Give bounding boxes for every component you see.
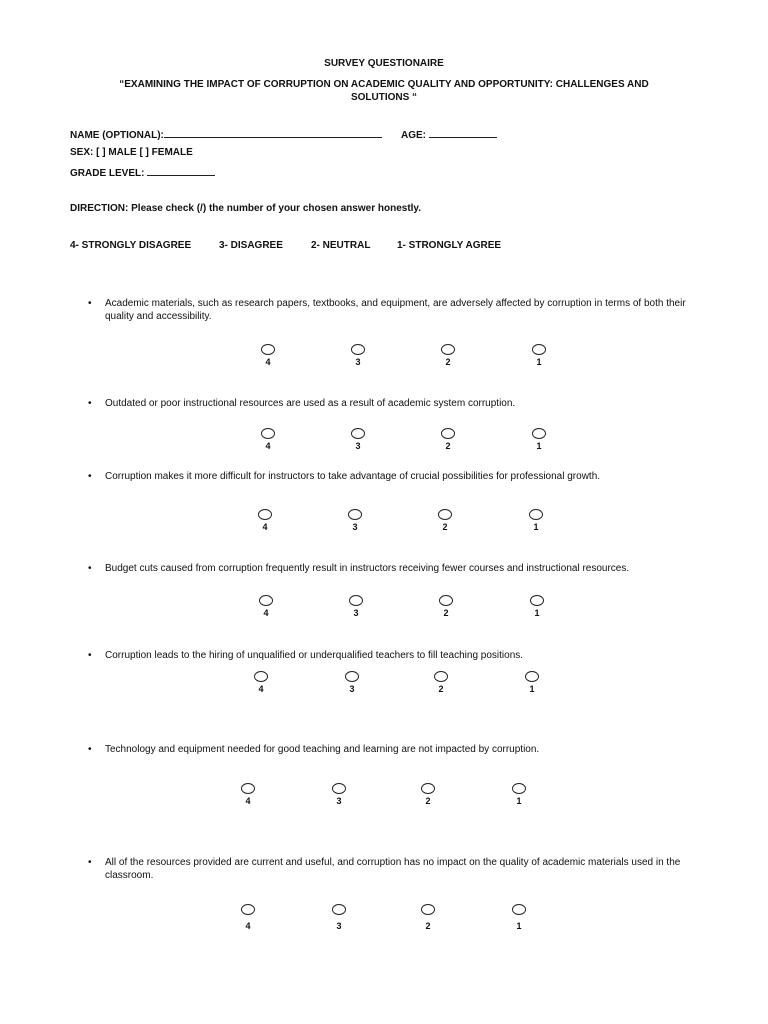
choice-2[interactable]: 2 bbox=[436, 595, 456, 618]
age-blank[interactable] bbox=[429, 128, 497, 138]
choice-4[interactable]: 4 bbox=[258, 344, 278, 367]
radio-circle-icon[interactable] bbox=[530, 595, 544, 606]
radio-circle-icon[interactable] bbox=[348, 509, 362, 520]
radio-circle-icon[interactable] bbox=[351, 344, 365, 355]
bullet-icon: • bbox=[88, 563, 92, 574]
question-item bbox=[88, 397, 698, 410]
bullet-icon: • bbox=[88, 857, 92, 868]
radio-circle-icon[interactable] bbox=[258, 509, 272, 520]
bullet-icon: • bbox=[88, 398, 92, 409]
sex-field[interactable]: SEX: [ ] MALE [ ] FEMALE bbox=[70, 147, 193, 158]
radio-circle-icon[interactable] bbox=[532, 428, 546, 439]
question-item bbox=[88, 856, 698, 882]
radio-circle-icon[interactable] bbox=[434, 671, 448, 682]
age-label: AGE: bbox=[401, 130, 426, 141]
question-text: Corruption leads to the hiring of unqualified or underqualified teachers to fill teaching positions. bbox=[105, 650, 524, 661]
grade-level-field[interactable] bbox=[70, 166, 215, 179]
question-text: All of the resources provided are current and useful, and corruption has no impact on the quality of academic materials used in the classroom. bbox=[105, 857, 681, 881]
scale-strongly-agree: 1- STRONGLY AGREE bbox=[397, 240, 502, 251]
radio-circle-icon[interactable] bbox=[241, 904, 255, 915]
name-label: NAME (OPTIONAL): bbox=[70, 130, 164, 141]
question-item bbox=[88, 649, 698, 662]
question-text: Outdated or poor instructional resources are used as a result of academic system corruption. bbox=[105, 398, 516, 409]
radio-circle-icon[interactable] bbox=[351, 428, 365, 439]
radio-circle-icon[interactable] bbox=[441, 344, 455, 355]
radio-circle-icon[interactable] bbox=[349, 595, 363, 606]
bullet-icon: • bbox=[88, 298, 92, 309]
choice-4[interactable]: 4 bbox=[238, 783, 258, 806]
radio-circle-icon[interactable] bbox=[438, 509, 452, 520]
radio-circle-icon[interactable] bbox=[439, 595, 453, 606]
choice-1[interactable]: 1 bbox=[522, 671, 542, 694]
question-item bbox=[88, 562, 698, 575]
radio-circle-icon[interactable] bbox=[532, 344, 546, 355]
question-text: Budget cuts caused from corruption frequently result in instructors receiving fewer courses and instructional resources. bbox=[105, 563, 630, 574]
radio-circle-icon[interactable] bbox=[441, 428, 455, 439]
name-blank[interactable] bbox=[164, 128, 382, 138]
name-field[interactable] bbox=[70, 128, 382, 141]
grade-level-blank[interactable] bbox=[147, 166, 215, 176]
choice-3[interactable]: 3 bbox=[329, 904, 349, 931]
question-item bbox=[88, 297, 698, 323]
radio-circle-icon[interactable] bbox=[529, 509, 543, 520]
choice-1[interactable]: 1 bbox=[509, 904, 529, 931]
radio-circle-icon[interactable] bbox=[525, 671, 539, 682]
choice-1[interactable]: 1 bbox=[529, 344, 549, 367]
scale-neutral: 2- NEUTRAL bbox=[311, 240, 371, 251]
question-text: Academic materials, such as research papers, textbooks, and equipment, are adversely affected by corruption in terms of both their quality and accessibility. bbox=[105, 298, 686, 322]
choice-2[interactable]: 2 bbox=[418, 783, 438, 806]
survey-title: SURVEY QUESTIONAIRE bbox=[324, 58, 444, 69]
choice-3[interactable]: 3 bbox=[346, 595, 366, 618]
choice-2[interactable]: 2 bbox=[435, 509, 455, 532]
choice-3[interactable]: 3 bbox=[329, 783, 349, 806]
choice-4[interactable]: 4 bbox=[258, 428, 278, 451]
question-text: Technology and equipment needed for good teaching and learning are not impacted by corruption. bbox=[105, 744, 540, 755]
choice-1[interactable]: 1 bbox=[529, 428, 549, 451]
radio-circle-icon[interactable] bbox=[261, 344, 275, 355]
radio-circle-icon[interactable] bbox=[421, 783, 435, 794]
choice-4[interactable]: 4 bbox=[251, 671, 271, 694]
bullet-icon: • bbox=[88, 471, 92, 482]
choice-3[interactable]: 3 bbox=[345, 509, 365, 532]
radio-circle-icon[interactable] bbox=[254, 671, 268, 682]
radio-circle-icon[interactable] bbox=[421, 904, 435, 915]
question-item bbox=[88, 743, 698, 756]
radio-circle-icon[interactable] bbox=[241, 783, 255, 794]
choice-3[interactable]: 3 bbox=[342, 671, 362, 694]
radio-circle-icon[interactable] bbox=[512, 904, 526, 915]
grade-level-label: GRADE LEVEL: bbox=[70, 168, 145, 179]
choice-4[interactable]: 4 bbox=[255, 509, 275, 532]
choice-1[interactable]: 1 bbox=[509, 783, 529, 806]
survey-subtitle: “EXAMINING THE IMPACT OF CORRUPTION ON ACADEMIC QUALITY AND OPPORTUNITY: CHALLENGES AND SOLUTIONS “ bbox=[119, 79, 649, 103]
radio-circle-icon[interactable] bbox=[332, 783, 346, 794]
choice-2[interactable]: 2 bbox=[431, 671, 451, 694]
choice-1[interactable]: 1 bbox=[527, 595, 547, 618]
radio-circle-icon[interactable] bbox=[332, 904, 346, 915]
radio-circle-icon[interactable] bbox=[512, 783, 526, 794]
direction-body: Please check (/) the number of your chosen answer honestly. bbox=[128, 203, 422, 214]
bullet-icon: • bbox=[88, 744, 92, 755]
choice-1[interactable]: 1 bbox=[526, 509, 546, 532]
question-item bbox=[88, 470, 698, 483]
radio-circle-icon[interactable] bbox=[261, 428, 275, 439]
choice-2[interactable]: 2 bbox=[438, 428, 458, 451]
radio-circle-icon[interactable] bbox=[345, 671, 359, 682]
direction-text bbox=[70, 203, 421, 214]
direction-label: DIRECTION: bbox=[70, 203, 129, 214]
radio-circle-icon[interactable] bbox=[259, 595, 273, 606]
choice-4[interactable]: 4 bbox=[256, 595, 276, 618]
choice-2[interactable]: 2 bbox=[438, 344, 458, 367]
question-text: Corruption makes it more difficult for instructors to take advantage of crucial possibilities for professional growth. bbox=[105, 471, 601, 482]
choice-4[interactable]: 4 bbox=[238, 904, 258, 931]
bullet-icon: • bbox=[88, 650, 92, 661]
scale-strongly-disagree: 4- STRONGLY DISAGREE bbox=[70, 240, 192, 251]
choice-3[interactable]: 3 bbox=[348, 428, 368, 451]
scale-disagree: 3- DISAGREE bbox=[219, 240, 283, 251]
choice-2[interactable]: 2 bbox=[418, 904, 438, 931]
age-field[interactable] bbox=[401, 128, 497, 141]
choice-3[interactable]: 3 bbox=[348, 344, 368, 367]
